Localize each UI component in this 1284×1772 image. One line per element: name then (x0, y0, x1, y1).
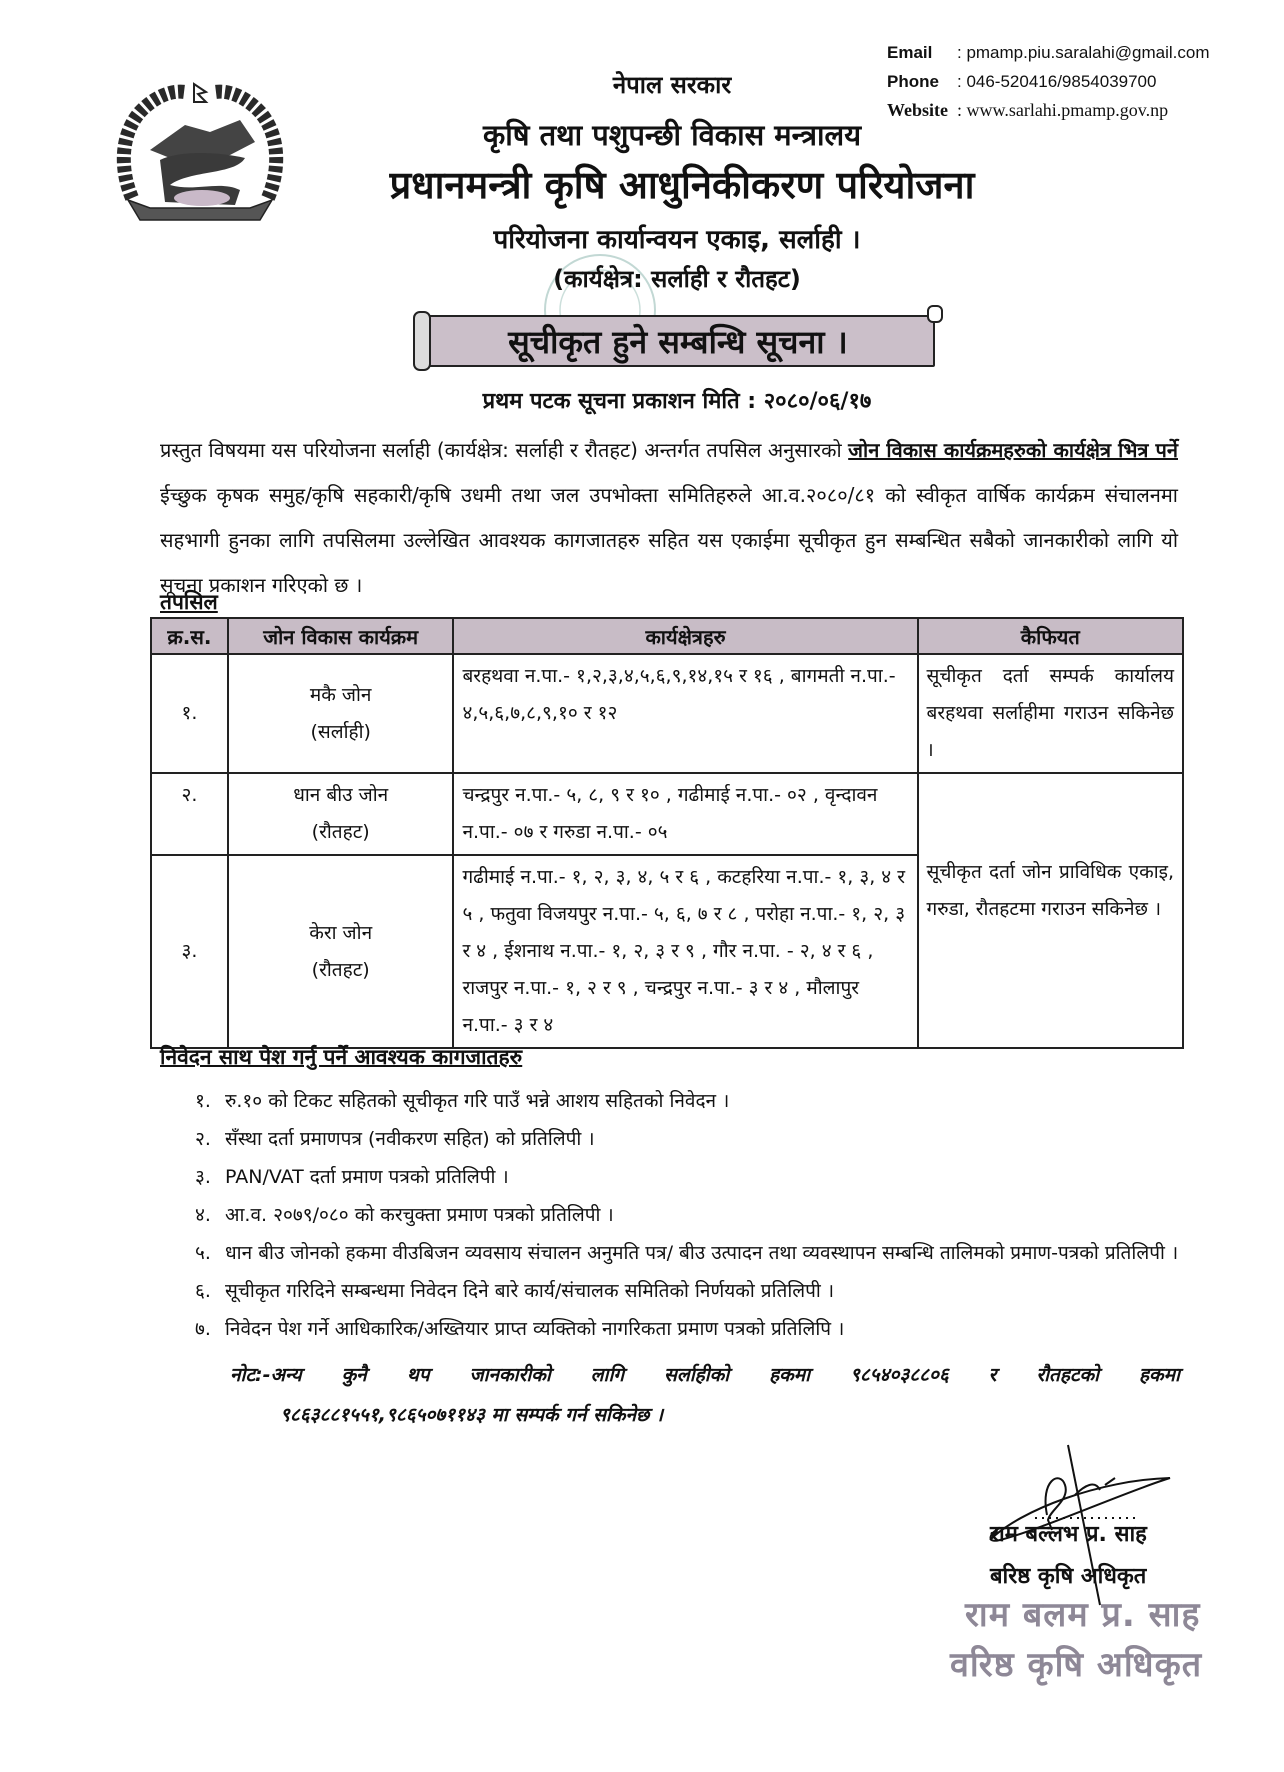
item-number: ५. (195, 1242, 211, 1264)
paragraph-part1: प्रस्तुत विषयमा यस परियोजना सर्लाही (कार्यक्षेत्र: सर्लाही र रौतहट) अन्तर्गत तपसिल अनुसारको (160, 438, 849, 462)
phone-label: Phone (887, 72, 939, 91)
paragraph-underlined: जोन विकास कार्यक्रमहरुको कार्यक्षेत्र भित्र पर्ने (848, 438, 1178, 462)
paragraph-part2: ईच्छुक कृषक समुह/कृषि सहकारी/कृषि उधमी तथा जल उपभोक्ता समितिहरुले आ.व.२०८०/८१ को स्वीकृत वार्षिक कार्यक्रम संचालनमा सहभागी हुनका लागि तपसिलमा उल्लेखित आवश्यक कागजातहरु सहित यस एकाईमा सूचीकृत हुन सम्बन्धित सबैको जानकारीको लागि यो सूचना प्रकाशन गरिएको छ । (160, 483, 1178, 597)
notice-banner (407, 305, 945, 367)
header-sn: क्र.स. (151, 618, 228, 654)
item-text: आ.व. २०७९/०८० को करचुक्ता प्रमाण पत्रको प्रतिलिपी । (225, 1204, 614, 1226)
notice-title: सूचीकृत हुने सम्बन्धि सूचना । (421, 315, 935, 367)
zone-name: केरा जोन (309, 921, 373, 944)
item-number: ४. (195, 1204, 211, 1226)
note-line-2: ९८६३८८१५५१,९८६५०७११४३ मा सम्पर्क गर्न सकिनेछ । (280, 1404, 664, 1426)
note-word: हकमा (769, 1364, 811, 1386)
note-word: जानकारीको (469, 1364, 551, 1386)
zone-table (150, 617, 1184, 1049)
row-sn: ३. (151, 855, 228, 1048)
list-item (195, 1234, 1180, 1272)
row-areas: चन्द्रपुर न.पा.- ५, ८, ९ र १० , गढीमाई न.पा.- ०२ , वृन्दावन न.पा.- ०७ र गरुडा न.पा.- ०५ (453, 773, 917, 855)
item-number: १. (195, 1090, 211, 1112)
item-text: रु.१० को टिकट सहितको सूचीकृत गरि पाउँ भन्ने आशय सहितको निवेदन । (225, 1090, 730, 1112)
government-name: नेपाल सरकार (612, 71, 732, 99)
row-remark: सूचीकृत दर्ता सम्पर्क कार्यालय बरहथवा सर्लाहीमा गराउन सकिनेछ । (918, 654, 1183, 773)
row-sn: १. (151, 654, 228, 773)
zone-name: धान बीउ जोन (293, 784, 389, 806)
contact-note (230, 1355, 1180, 1435)
zone-district: (रौतहट) (311, 821, 370, 843)
contact-email (887, 38, 1210, 67)
row-remark: सूचीकृत दर्ता जोन प्राविधिक एकाइ, गरुडा, रौतहटमा गराउन सकिनेछ । (918, 773, 1183, 1048)
stamp-name: राम बलम प्र. साह (965, 1595, 1201, 1635)
notice-paragraph (160, 428, 1178, 608)
list-item (195, 1158, 1180, 1196)
row-zone (228, 855, 454, 1048)
item-text: PAN/VAT दर्ता प्रमाण पत्रको प्रतिलिपी । (225, 1166, 509, 1188)
signatory-name: राम बल्लभ प्र. साह (990, 1522, 1147, 1547)
note-word: ९८५४०३८८०६ (849, 1364, 949, 1386)
email-value: : pmamp.piu.saralahi@gmail.com (957, 43, 1210, 62)
list-item (195, 1082, 1180, 1120)
header-remark: कैफियत (918, 618, 1183, 654)
website-label: Website (887, 100, 948, 120)
list-item (195, 1310, 1180, 1348)
note-word: रौतहटको (1036, 1364, 1100, 1386)
list-item (195, 1196, 1180, 1234)
row-sn: २. (151, 773, 228, 855)
table-header-row (151, 618, 1183, 654)
note-word: थप (406, 1364, 430, 1386)
project-name: प्रधानमन्त्री कृषि आधुनिकीकरण परियोजना (389, 163, 975, 207)
item-text: सूचीकृत गरिदिने सम्बन्धमा निवेदन दिने बारे कार्य/संचालक समितिको निर्णयको प्रतिलिपी । (225, 1280, 835, 1302)
item-text: निवेदन पेश गर्ने आधिकारिक/अख्तियार प्राप्त व्यक्तिको नागरिकता प्रमाण पत्रको प्रतिलिपि । (225, 1318, 845, 1340)
publication-date: प्रथम पटक सूचना प्रकाशन मिति : २०८०/०६/१७ (482, 389, 872, 414)
scroll-curl-left-icon (413, 311, 431, 371)
note-word: र (988, 1364, 997, 1386)
phone-value: : 046-520416/9854039700 (957, 72, 1157, 91)
list-item (195, 1272, 1180, 1310)
zone-name: मकै जोन (309, 683, 372, 706)
item-number: ६. (195, 1280, 211, 1302)
documents-list (195, 1082, 1180, 1348)
row-areas: बरहथवा न.पा.- १,२,३,४,५,६,९,१४,१५ र १६ , बागमती न.पा.- ४,५,६,७,८,९,१० र १२ (453, 654, 917, 773)
tapasil-label: तपसिल (160, 590, 218, 614)
note-word: लागि (590, 1364, 625, 1386)
work-area: (कार्यक्षेत्र: सर्लाही र रौतहट) (553, 265, 801, 293)
table-row (151, 773, 1183, 855)
website-value: : www.sarlahi.pmamp.gov.np (957, 100, 1169, 120)
zone-district: (सर्लाही) (310, 720, 371, 743)
item-number: ७. (195, 1318, 211, 1340)
row-zone (228, 654, 454, 773)
ministry-name: कृषि तथा पशुपन्छी विकास मन्त्रालय (482, 118, 862, 152)
zone-district: (रौतहट) (311, 958, 370, 981)
item-text: धान बीउ जोनको हकमा वीउबिजन व्यवसाय संचालन अनुमति पत्र/ बीउ उत्पादन तथा व्यवस्थापन सम्बन्धि तालिमको प्रमाण-पत्रको प्रतिलिपी । (225, 1242, 1179, 1264)
item-number: ३. (195, 1166, 211, 1188)
header-zone: जोन विकास कार्यक्रम (228, 618, 454, 654)
scroll-curl-right-icon (927, 305, 943, 323)
email-label: Email (887, 43, 933, 62)
row-areas: गढीमाई न.पा.- १, २, ३, ४, ५ र ६ , कटहरिया न.पा.- १, ३, ४ र ५ , फतुवा विजयपुर न.पा.- ५, ६, ७ र ८ , परोहा न.पा.- १, २, ३ र ४ , ईशनाथ न.पा.- १, २, ३ र ९ , गौर न.पा. - २, ४ र ६ , राजपुर न.पा.- १, २ र ९ , चन्द्रपुर न.पा.- ३ र ४ , मौलापुर न.पा.- ३ र ४ (453, 855, 917, 1048)
signatory-title: बरिष्ठ कृषि अधिकृत (990, 1564, 1147, 1589)
note-word: सर्लाहीको (664, 1364, 730, 1386)
header-areas: कार्यक्षेत्रहरु (453, 618, 917, 654)
note-word: नोट:-अन्य (230, 1364, 302, 1386)
row-zone (228, 773, 454, 855)
unit-name: परियोजना कार्यान्वयन एकाइ, सर्लाही । (493, 225, 861, 255)
stamp-title: वरिष्ठ कृषि अधिकृत (950, 1645, 1203, 1685)
list-item (195, 1120, 1180, 1158)
item-number: २. (195, 1128, 211, 1150)
table-row (151, 654, 1183, 773)
note-word: कुनै (341, 1364, 367, 1386)
item-text: सँस्था दर्ता प्रमाणपत्र (नवीकरण सहित) को प्रतिलिपी । (225, 1128, 595, 1150)
note-word: हकमा (1138, 1364, 1180, 1386)
note-line-1 (230, 1355, 1180, 1395)
documents-heading: निवेदन साथ पेश गर्नु पर्ने आवश्यक कागजातहरु (160, 1045, 523, 1069)
